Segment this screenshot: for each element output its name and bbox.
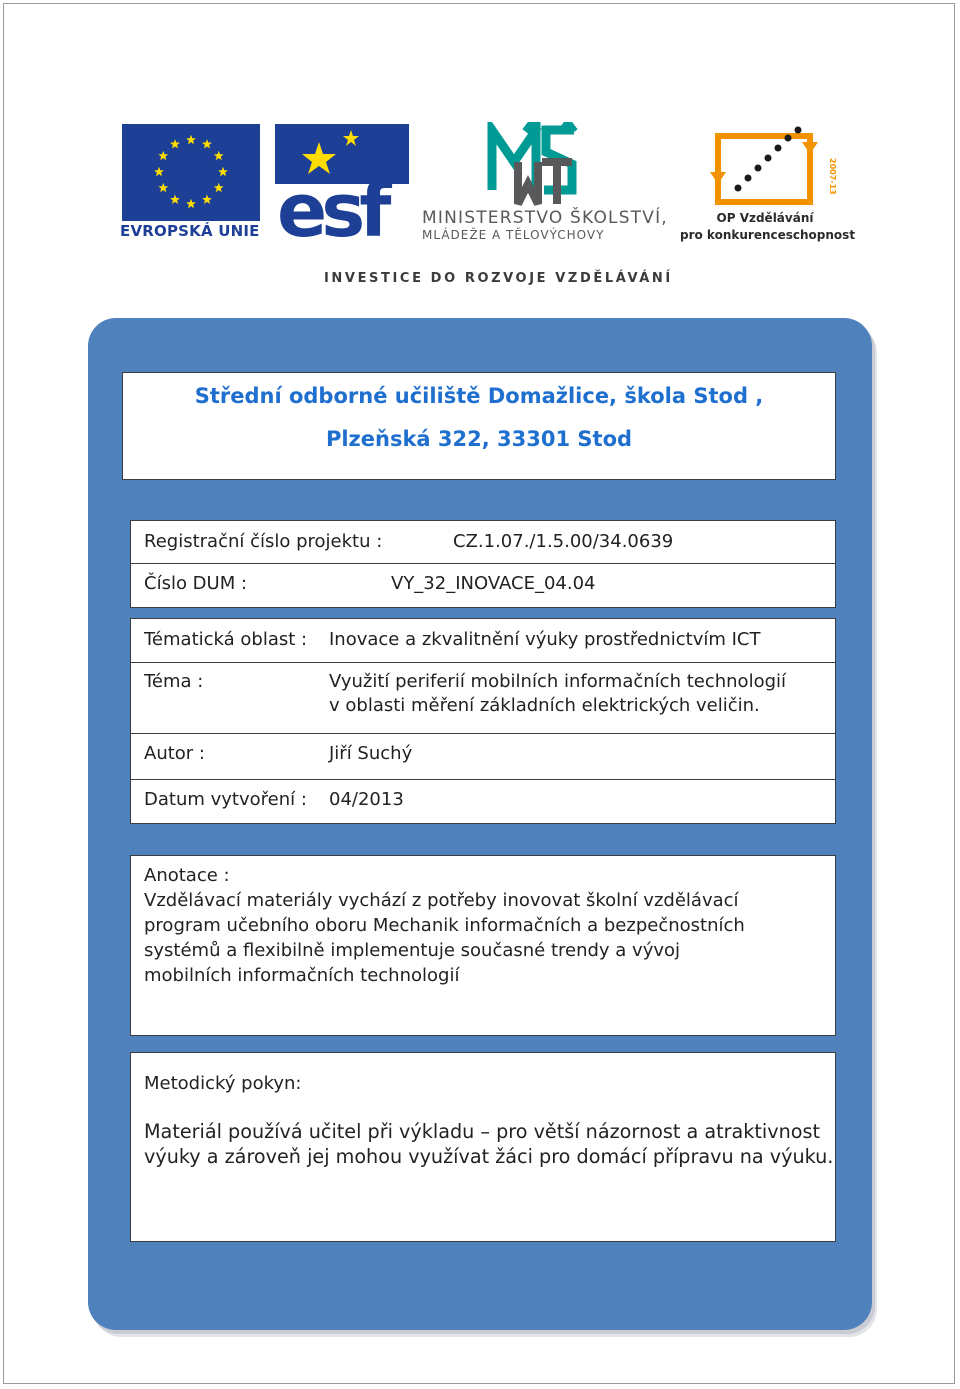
divider <box>131 662 835 663</box>
msmt-logo <box>422 122 672 244</box>
op-years-label: 2007-13 <box>828 158 837 195</box>
annotation-line: systémů a flexibilně implementuje současné trendy a vývoj <box>144 940 681 961</box>
author-value: Jiří Suchý <box>329 743 413 764</box>
eu-star-icon <box>158 151 168 160</box>
topic-label: Téma : <box>144 671 204 692</box>
eu-star-icon <box>186 135 196 144</box>
eu-star-icon <box>170 195 180 204</box>
eu-star-icon <box>214 151 224 160</box>
dum-value: VY_32_INOVACE_04.04 <box>391 573 596 594</box>
eu-star-icon <box>202 139 212 148</box>
op-name-line2: pro konkurenceschopnost <box>680 228 856 242</box>
eu-star-icon <box>186 199 196 208</box>
annotation-line: mobilních informačních technologií <box>144 965 460 986</box>
divider <box>131 563 835 564</box>
topic-value-line2: v oblasti měření základních elektrických veličin. <box>329 695 760 716</box>
area-label: Tématická oblast : <box>144 629 308 650</box>
author-label: Autor : <box>144 743 205 764</box>
esf-logo <box>275 124 409 240</box>
topic-value-line1: Využití periferií mobilních informačních technologií <box>329 671 787 692</box>
method-line2: výuky a zároveň jej mohou využívat žáci pro domácí přípravu na výuku. <box>144 1145 834 1168</box>
school-address: Plzeňská 322, 33301 Stod <box>325 427 633 451</box>
school-header-box <box>122 372 836 480</box>
msmt-name-line2: MLÁDEŽE A TĚLOVÝCHOVY <box>422 228 605 242</box>
eu-flag-logo <box>122 124 260 221</box>
op-vzdelavani-logo <box>680 122 856 244</box>
school-name: Střední odborné učiliště Domažlice, škola Stod , <box>194 384 764 408</box>
annotation-line: Vzdělávací materiály vychází z potřeby inovovat školní vzdělávací <box>144 890 739 911</box>
eu-star-icon <box>218 167 228 176</box>
msmt-name-line1: MINISTERSTVO ŠKOLSTVÍ, <box>422 208 668 228</box>
annotation-line: program učebního oboru Mechanik informačních a bezpečnostních <box>144 915 745 936</box>
eu-star-icon <box>202 195 212 204</box>
svg-text:esf: esf <box>277 168 386 240</box>
project-box <box>130 520 836 608</box>
area-value: Inovace a zkvalitnění výuky prostřednictvím ICT <box>329 629 761 650</box>
eu-star-icon <box>154 167 164 176</box>
dum-label: Číslo DUM : <box>144 573 248 594</box>
divider <box>131 733 835 734</box>
registration-value: CZ.1.07./1.5.00/34.0639 <box>453 531 674 552</box>
op-name-line1: OP Vzdělávání <box>716 211 814 225</box>
logo-bar <box>120 122 856 247</box>
method-box <box>130 1052 836 1242</box>
annotation-box <box>130 855 836 1036</box>
method-label: Metodický pokyn: <box>144 1073 302 1094</box>
registration-label: Registrační číslo projektu : <box>144 531 383 552</box>
eu-star-icon <box>158 183 168 192</box>
tagline: INVESTICE DO ROZVOJE VZDĚLÁVÁNÍ <box>324 271 673 286</box>
eu-label: EVROPSKÁ UNIE <box>120 222 260 240</box>
eu-star-icon <box>170 139 180 148</box>
divider <box>131 779 835 780</box>
annotation-label: Anotace : <box>144 865 230 886</box>
date-value: 04/2013 <box>329 789 404 810</box>
eu-star-icon <box>214 183 224 192</box>
date-label: Datum vytvoření : <box>144 789 307 810</box>
method-line1: Materiál používá učitel při výkladu – pro větší názornost a atraktivnost <box>144 1120 821 1143</box>
info-box <box>130 618 836 824</box>
